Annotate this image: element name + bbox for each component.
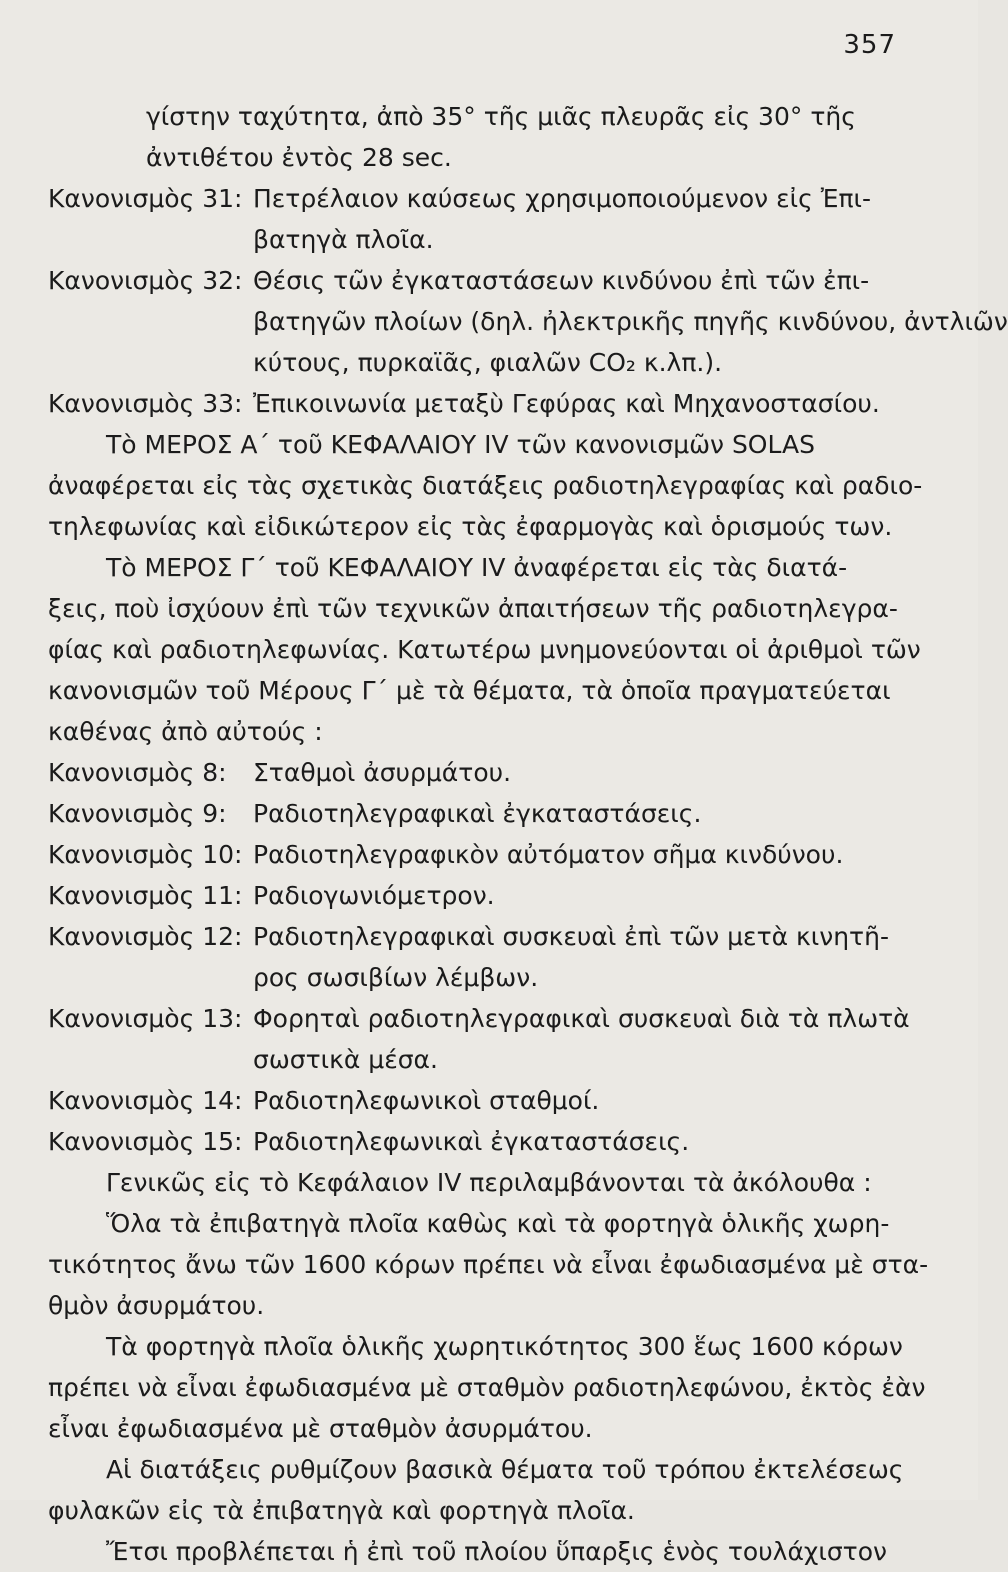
regulation-label: Κανονισμὸς 12: [48, 922, 243, 951]
regulation-text: βατηγὰ πλοῖα. [253, 225, 434, 254]
regulation-label: Κανονισμὸς 9: [48, 799, 227, 828]
page-body [48, 96, 1008, 1572]
regulation-entry [48, 260, 896, 301]
regulation-label: Κανονισμὸς 33: [48, 389, 243, 418]
regulation-entry [48, 383, 896, 424]
paragraph-line: κανονισμῶν τοῦ Μέρους Γ΄ μὲ τὰ θέματα, τὰ ὁποῖα πραγματεύεται [48, 676, 891, 705]
regulation-label: Κανονισμὸς 14: [48, 1086, 243, 1115]
regulation-label: Κανονισμὸς 8: [48, 758, 227, 787]
regulation-text: Ραδιογωνιόμετρον. [253, 881, 495, 910]
paragraph-line: φίας καὶ ραδιοτηλεφωνίας. Κατωτέρω μνημονεύονται οἱ ἀριθμοὶ τῶν [48, 635, 921, 664]
paragraph-line: πρέπει νὰ εἶναι ἐφωδιασμένα μὲ σταθμὸν ραδιοτηλεφώνου, ἐκτὸς ἐὰν [48, 1373, 926, 1402]
regulation-entry [48, 178, 896, 219]
paragraph-line: Τὸ ΜΕΡΟΣ Γ΄ τοῦ ΚΕΦΑΛΑΙΟΥ IV ἀναφέρεται εἰς τὰς διατά- [106, 553, 848, 582]
paragraph-line: ἀναφέρεται εἰς τὰς σχετικὰς διατάξεις ραδιοτηλεγραφίας καὶ ραδιο- [48, 471, 923, 500]
regulation-label: Κανονισμὸς 31: [48, 184, 243, 213]
page-number: 357 [843, 30, 896, 60]
regulation-text: Φορηταὶ ραδιοτηλεγραφικαὶ συσκευαὶ διὰ τὰ πλωτὰ [253, 1004, 910, 1033]
regulation-text: Ραδιοτηλεγραφικὸν αὐτόματον σῆμα κινδύνου. [253, 840, 844, 869]
paragraph-line: θμὸν ἀσυρμάτου. [48, 1291, 265, 1320]
regulation-text: Πετρέλαιον καύσεως χρησιμοποιούμενον εἰς Ἐπι- [253, 184, 871, 213]
paragraph-line: Γενικῶς εἰς τὸ Κεφάλαιον IV περιλαμβάνονται τὰ ἀκόλουθα : [106, 1168, 872, 1197]
regulation-label: Κανονισμὸς 11: [48, 881, 243, 910]
regulation-text: Ραδιοτηλεγραφικαὶ συσκευαὶ ἐπὶ τῶν μετὰ κινητῆ- [253, 922, 889, 951]
regulation-text: Σταθμοὶ ἀσυρμάτου. [253, 758, 512, 787]
paragraph-line: φυλακῶν εἰς τὰ ἐπιβατηγὰ καὶ φορτηγὰ πλοῖα. [48, 1496, 635, 1525]
paragraph-line: Ὅλα τὰ ἐπιβατηγὰ πλοῖα καθὼς καὶ τὰ φορτηγὰ ὁλικῆς χωρη- [106, 1209, 890, 1238]
regulation-text: Θέσις τῶν ἐγκαταστάσεων κινδύνου ἐπὶ τῶν ἐπι- [253, 266, 870, 295]
regulation-text: Ἐπικοινωνία μεταξὺ Γεφύρας καὶ Μηχανοστασίου. [253, 389, 880, 418]
paragraph-line: ξεις, ποὺ ἰσχύουν ἐπὶ τῶν τεχνικῶν ἀπαιτήσεων τῆς ραδιοτηλεγρα- [48, 594, 898, 623]
paragraph-line: καθένας ἀπὸ αὐτούς : [48, 717, 323, 746]
regulation-entry [48, 916, 896, 957]
regulation-text: σωστικὰ μέσα. [253, 1045, 438, 1074]
regulation-text: Ραδιοτηλεφωνικοὶ σταθμοί. [253, 1086, 600, 1115]
paragraph-line: εἶναι ἐφωδιασμένα μὲ σταθμὸν ἀσυρμάτου. [48, 1414, 593, 1443]
regulation-label: Κανονισμὸς 15: [48, 1127, 243, 1156]
text-line: ἀντιθέτου ἐντὸς 28 sec. [146, 143, 452, 172]
regulation-text: ρος σωσιβίων λέμβων. [253, 963, 539, 992]
regulation-entry [48, 875, 896, 916]
text-line: γίστην ταχύτητα, ἀπὸ 35° τῆς μιᾶς πλευρᾶς εἰς 30° τῆς [146, 102, 856, 131]
regulation-label: Κανονισμὸς 13: [48, 1004, 243, 1033]
paragraph-line: Ἔτσι προβλέπεται ἡ ἐπὶ τοῦ πλοίου ὕπαρξις ἑνὸς τουλάχιστον [106, 1537, 887, 1566]
regulation-entry [48, 1080, 896, 1121]
paragraph-line: τικότητος ἄνω τῶν 1600 κόρων πρέπει νὰ εἶναι ἐφωδιασμένα μὲ στα- [48, 1250, 929, 1279]
paragraph-line: Τὸ ΜΕΡΟΣ Α΄ τοῦ ΚΕΦΑΛΑΙΟΥ IV τῶν κανονισμῶν SOLAS [106, 430, 815, 459]
regulation-text: κύτους, πυρκαϊᾶς, φιαλῶν CO₂ κ.λπ.). [253, 348, 723, 377]
regulation-entry [48, 793, 896, 834]
paragraph-line: Τὰ φορτηγὰ πλοῖα ὁλικῆς χωρητικότητος 300 ἕως 1600 κόρων [106, 1332, 903, 1361]
regulation-label: Κανονισμὸς 10: [48, 840, 243, 869]
regulation-entry [48, 752, 896, 793]
regulation-entry [48, 834, 896, 875]
regulation-entry [48, 998, 910, 1039]
regulation-entry [48, 1121, 896, 1162]
regulation-text: Ραδιοτηλεφωνικαὶ ἐγκαταστάσεις. [253, 1127, 690, 1156]
regulation-text: Ραδιοτηλεγραφικαὶ ἐγκαταστάσεις. [253, 799, 702, 828]
regulation-text: βατηγῶν πλοίων (δηλ. ἠλεκτρικῆς πηγῆς κινδύνου, ἀντλιῶν [253, 307, 1008, 336]
regulation-label: Κανονισμὸς 32: [48, 266, 243, 295]
paragraph-line: τηλεφωνίας καὶ εἰδικώτερον εἰς τὰς ἐφαρμογὰς καὶ ὁρισμούς των. [48, 512, 893, 541]
paragraph-line: Αἱ διατάξεις ρυθμίζουν βασικὰ θέματα τοῦ τρόπου ἐκτελέσεως [106, 1455, 904, 1484]
